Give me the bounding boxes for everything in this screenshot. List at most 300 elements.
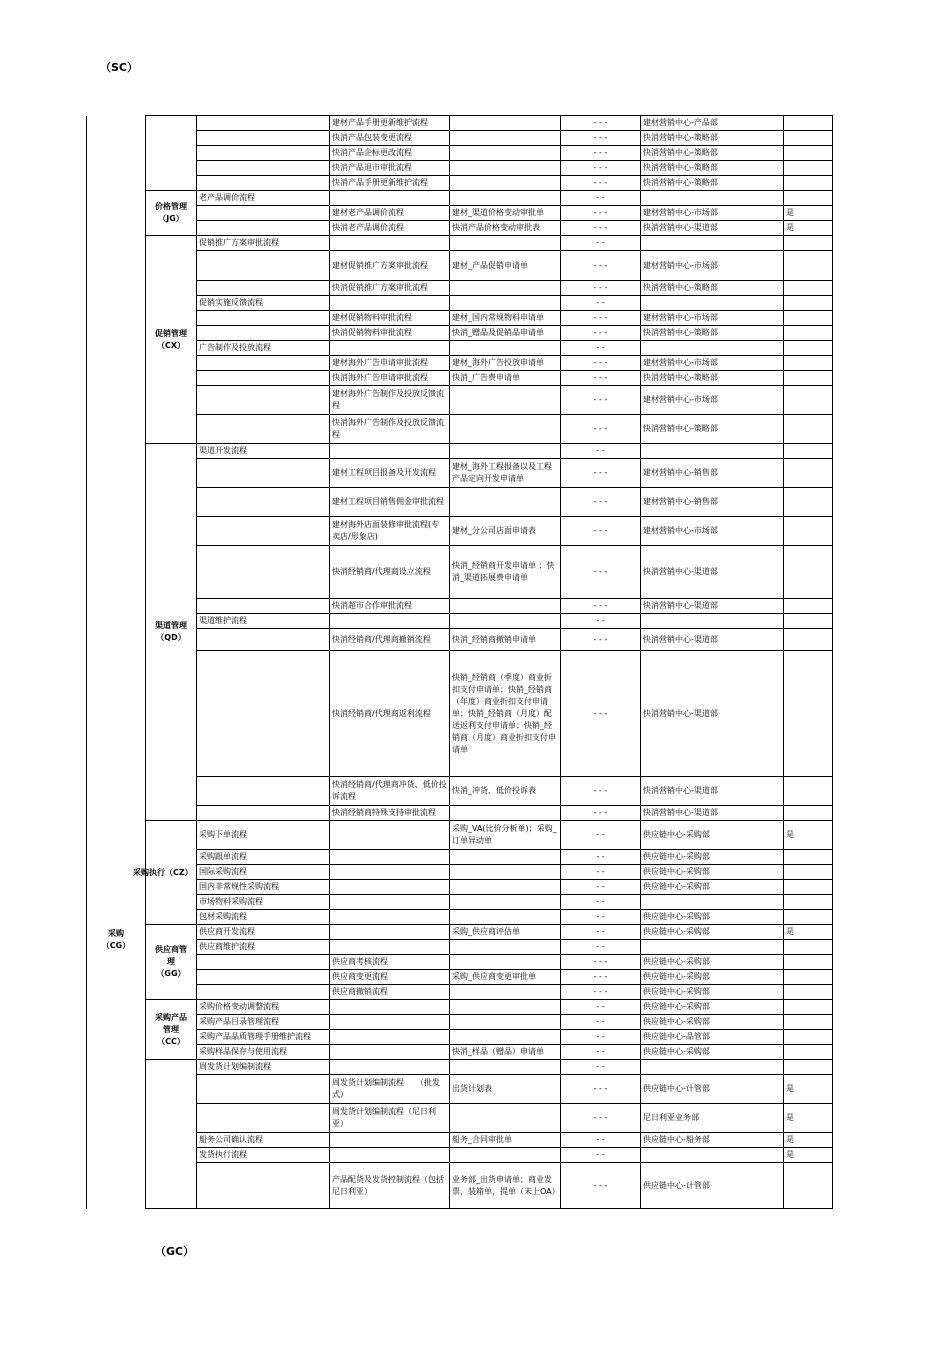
form-name-cell: 船务_合同审批单	[450, 1133, 561, 1148]
marker-cell: - - -	[561, 1075, 641, 1104]
marker-cell: - - -	[561, 955, 641, 970]
process-level2-cell: 快消产品手册更新维护流程	[330, 176, 450, 191]
table-row	[87, 1030, 833, 1045]
table-row	[87, 161, 833, 176]
department-cell	[641, 236, 784, 251]
process-level2-cell: 快消促销推广方案审批流程	[330, 281, 450, 296]
department-cell: 快消营销中心-策略部	[641, 281, 784, 296]
process-level1-cell	[197, 251, 330, 281]
marker-cell: - - -	[561, 176, 641, 191]
department-cell: 供应链中心-采购部	[641, 955, 784, 970]
process-level1-cell: 船务公司确认流程	[197, 1133, 330, 1148]
flag-cell	[784, 371, 833, 386]
department-cell: 建材营销中心-市场部	[641, 206, 784, 221]
process-level2-cell	[330, 1015, 450, 1030]
form-name-cell	[450, 386, 561, 415]
table-row	[87, 955, 833, 970]
table-row	[87, 806, 833, 821]
process-level2-cell	[330, 850, 450, 865]
form-name-cell	[450, 940, 561, 955]
department-cell: 快消营销中心-渠道部	[641, 651, 784, 777]
form-name-cell	[450, 236, 561, 251]
form-name-cell: 建材_渠道价格变动审批单	[450, 206, 561, 221]
flag-cell	[784, 341, 833, 356]
process-level1-cell: 采购产品品质管理手册维护流程	[197, 1030, 330, 1045]
marker-cell: - -	[561, 614, 641, 629]
table-row	[87, 311, 833, 326]
form-name-cell	[450, 955, 561, 970]
table-row	[87, 146, 833, 161]
marker-cell: - -	[561, 1060, 641, 1075]
form-name-cell	[450, 614, 561, 629]
process-level2-cell: 供应商考核流程	[330, 955, 450, 970]
process-level1-cell: 促销推广方案审批流程	[197, 236, 330, 251]
marker-cell: - - -	[561, 459, 641, 488]
form-name-cell	[450, 985, 561, 1000]
department-cell	[641, 895, 784, 910]
form-name-cell	[450, 1015, 561, 1030]
process-level2-cell: 建材工程项目报备及开发流程	[330, 459, 450, 488]
marker-cell: - - -	[561, 251, 641, 281]
form-name-cell: 建材_产品促销申请单	[450, 251, 561, 281]
flag-cell	[784, 311, 833, 326]
form-name-cell	[450, 176, 561, 191]
marker-cell: - - -	[561, 356, 641, 371]
process-level1-cell	[197, 146, 330, 161]
marker-cell: - - -	[561, 985, 641, 1000]
process-level1-cell	[197, 161, 330, 176]
page-header-code: （SC）	[100, 61, 138, 74]
process-level1-cell	[197, 116, 330, 131]
flag-cell	[784, 131, 833, 146]
table-row	[87, 386, 833, 415]
department-cell: 快消营销中心-渠道部	[641, 221, 784, 236]
department-cell	[641, 191, 784, 206]
flag-cell	[784, 970, 833, 985]
flag-cell: 是	[784, 206, 833, 221]
flag-cell: 是	[784, 1133, 833, 1148]
category-cell: 采购 （CG）	[87, 821, 146, 1060]
table-row	[87, 371, 833, 386]
form-name-cell	[450, 296, 561, 311]
process-level1-cell	[197, 221, 330, 236]
department-cell: 供应链中心-船务部	[641, 1133, 784, 1148]
marker-cell: - - -	[561, 1163, 641, 1209]
table-row	[87, 821, 833, 850]
flag-cell	[784, 940, 833, 955]
department-cell	[641, 296, 784, 311]
process-level1-cell	[197, 1163, 330, 1209]
process-level2-cell	[330, 910, 450, 925]
flag-cell	[784, 1060, 833, 1075]
process-level2-cell: 建材产品手册更新维护流程	[330, 116, 450, 131]
marker-cell: - - -	[561, 651, 641, 777]
table-row	[87, 850, 833, 865]
table-row	[87, 191, 833, 206]
process-level2-cell	[330, 1030, 450, 1045]
form-name-cell	[450, 1000, 561, 1015]
form-name-cell	[450, 1030, 561, 1045]
process-level1-cell: 包材采购流程	[197, 910, 330, 925]
department-cell: 快消营销中心-渠道部	[641, 629, 784, 651]
department-cell: 快消营销中心-渠道部	[641, 546, 784, 599]
table-row	[87, 1133, 833, 1148]
form-name-cell	[450, 146, 561, 161]
process-level2-cell	[330, 1000, 450, 1015]
table-row	[87, 910, 833, 925]
department-cell: 快消营销中心-渠道部	[641, 777, 784, 806]
department-cell: 建材营销中心-销售部	[641, 488, 784, 517]
department-cell: 供应链中心-采购部	[641, 1045, 784, 1060]
marker-cell: - - -	[561, 161, 641, 176]
department-cell: 建材营销中心-市场部	[641, 311, 784, 326]
marker-cell: - - -	[561, 546, 641, 599]
marker-cell: - - -	[561, 517, 641, 546]
department-cell: 供应链中心-采购部	[641, 970, 784, 985]
flag-cell: 是	[784, 221, 833, 236]
form-name-cell	[450, 116, 561, 131]
marker-cell: - -	[561, 444, 641, 459]
form-name-cell: 快消_赠品及促销品申请单	[450, 326, 561, 341]
process-level2-cell: 快消促销物料审批流程	[330, 326, 450, 341]
flag-cell	[784, 488, 833, 517]
marker-cell: - - -	[561, 386, 641, 415]
flag-cell	[784, 629, 833, 651]
process-level1-cell: 采购价格变动调整流程	[197, 1000, 330, 1015]
department-cell: 供应链中心-采购部	[641, 821, 784, 850]
subcategory-cell: 渠道管理 （QD）	[146, 444, 197, 821]
process-level1-cell: 采购跟单流程	[197, 850, 330, 865]
table-row	[87, 1163, 833, 1209]
flag-cell	[784, 517, 833, 546]
flag-cell: 是	[784, 1075, 833, 1104]
process-level1-cell	[197, 488, 330, 517]
department-cell: 建材营销中心-市场部	[641, 251, 784, 281]
table-row	[87, 206, 833, 221]
flag-cell: 是	[784, 821, 833, 850]
process-level2-cell: 快消经销商/代理商返利流程	[330, 651, 450, 777]
department-cell: 快消营销中心-策略部	[641, 131, 784, 146]
table-row	[87, 629, 833, 651]
flag-cell	[784, 356, 833, 371]
process-level1-cell: 发货执行流程	[197, 1148, 330, 1163]
department-cell: 建材营销中心-市场部	[641, 356, 784, 371]
process-level2-cell: 快消海外广告制作及投放反馈流程	[330, 415, 450, 444]
form-name-cell	[450, 191, 561, 206]
department-cell: 快消营销中心-策略部	[641, 146, 784, 161]
form-name-cell	[450, 1060, 561, 1075]
form-name-cell	[450, 444, 561, 459]
flag-cell	[784, 806, 833, 821]
category-cell-empty	[87, 116, 146, 821]
process-level1-cell: 采购下单流程	[197, 821, 330, 850]
process-level1-cell	[197, 517, 330, 546]
department-cell: 快消营销中心-策略部	[641, 371, 784, 386]
department-cell: 建材营销中心-销售部	[641, 459, 784, 488]
table-row	[87, 296, 833, 311]
marker-cell: - - -	[561, 131, 641, 146]
form-name-cell: 快消_广告费申请单	[450, 371, 561, 386]
marker-cell: - -	[561, 940, 641, 955]
subcategory-cell: 价格管理 （JG）	[146, 191, 197, 236]
process-level1-cell: 供应商开发流程	[197, 925, 330, 940]
marker-cell: - - -	[561, 806, 641, 821]
process-level2-cell	[330, 895, 450, 910]
department-cell: 供应链中心-计管部	[641, 1163, 784, 1209]
department-cell: 供应链中心-采购部	[641, 910, 784, 925]
marker-cell: - -	[561, 1015, 641, 1030]
table-row	[87, 131, 833, 146]
marker-cell: - - -	[561, 221, 641, 236]
process-table	[86, 115, 833, 1209]
department-cell	[641, 444, 784, 459]
flag-cell	[784, 865, 833, 880]
marker-cell: - -	[561, 865, 641, 880]
department-cell: 供应链中心-采购部	[641, 850, 784, 865]
process-level1-cell	[197, 356, 330, 371]
process-level1-cell: 促销实施反馈流程	[197, 296, 330, 311]
table-row	[87, 1104, 833, 1133]
table-row	[87, 1060, 833, 1075]
table-row	[87, 651, 833, 777]
marker-cell: - - -	[561, 415, 641, 444]
subcategory-cell-empty	[146, 116, 197, 191]
process-level2-cell	[330, 236, 450, 251]
form-name-cell: 快消产品价格变动审批表	[450, 221, 561, 236]
process-level1-cell	[197, 311, 330, 326]
marker-cell: - -	[561, 191, 641, 206]
form-name-cell: 建材_分公司店面申请表	[450, 517, 561, 546]
flag-cell	[784, 236, 833, 251]
flag-cell: 是	[784, 1148, 833, 1163]
flag-cell: 是	[784, 1104, 833, 1133]
department-cell: 建材营销中心-市场部	[641, 386, 784, 415]
marker-cell: - - -	[561, 326, 641, 341]
table-row	[87, 1015, 833, 1030]
process-level1-cell	[197, 599, 330, 614]
table-row	[87, 777, 833, 806]
process-level1-cell: 供应商维护流程	[197, 940, 330, 955]
flag-cell	[784, 850, 833, 865]
process-level2-cell	[330, 821, 450, 850]
process-level2-cell	[330, 865, 450, 880]
flag-cell	[784, 386, 833, 415]
process-level1-cell	[197, 281, 330, 296]
form-name-cell: 快销_经销商（季度）商业折扣支付申请单；快销_经销商（年度）商业折扣支付申请单；快销_经销商（月度）配送返利支付申请单；快销_经销商（月度）商业折扣支付申请单	[450, 651, 561, 777]
flag-cell	[784, 614, 833, 629]
table-row	[87, 326, 833, 341]
process-level2-cell: 建材促销推广方案审批流程	[330, 251, 450, 281]
department-cell	[641, 341, 784, 356]
process-level2-cell	[330, 341, 450, 356]
process-level2-cell: 建材促销物料审批流程	[330, 311, 450, 326]
process-level2-cell: 快消超市合作审批流程	[330, 599, 450, 614]
marker-cell: - - -	[561, 970, 641, 985]
flag-cell	[784, 546, 833, 599]
department-cell: 供应链中心-品管部	[641, 1030, 784, 1045]
process-level1-cell	[197, 459, 330, 488]
flag-cell	[784, 880, 833, 895]
flag-cell	[784, 599, 833, 614]
department-cell	[641, 1148, 784, 1163]
process-level1-cell: 市场物料采购流程	[197, 895, 330, 910]
form-name-cell: 快消_经销商开发申请单 ；快消_渠道拓展费申请单	[450, 546, 561, 599]
flag-cell	[784, 651, 833, 777]
table-row	[87, 415, 833, 444]
marker-cell: - -	[561, 821, 641, 850]
process-level2-cell: 快消经销商/代理商撤销流程	[330, 629, 450, 651]
form-name-cell: 采购_VA(比价分析单)；采购_订单异动单	[450, 821, 561, 850]
table-row	[87, 488, 833, 517]
table-row	[87, 517, 833, 546]
form-name-cell	[450, 131, 561, 146]
page-footer-code: （GC）	[155, 1245, 195, 1258]
process-level1-cell: 广告制作及投放流程	[197, 341, 330, 356]
marker-cell: - - -	[561, 488, 641, 517]
department-cell: 供应链中心-采购部	[641, 925, 784, 940]
table-row	[87, 985, 833, 1000]
department-cell: 快消营销中心-策略部	[641, 176, 784, 191]
form-name-cell: 采购_供应商变更审批单	[450, 970, 561, 985]
marker-cell: - - -	[561, 629, 641, 651]
form-name-cell	[450, 910, 561, 925]
flag-cell	[784, 191, 833, 206]
form-name-cell	[450, 880, 561, 895]
flag-cell	[784, 459, 833, 488]
process-level2-cell: 快消产品包装变更流程	[330, 131, 450, 146]
process-level1-cell	[197, 970, 330, 985]
form-name-cell: 业务部_出货申请单；商业发票，装箱单，提单（未上OA）	[450, 1163, 561, 1209]
process-level2-cell: 供应商撤销流程	[330, 985, 450, 1000]
department-cell: 建材营销中心-产品部	[641, 116, 784, 131]
table-row	[87, 341, 833, 356]
department-cell: 供应链中心-计管部	[641, 1075, 784, 1104]
flag-cell	[784, 296, 833, 311]
process-level1-cell	[197, 326, 330, 341]
form-name-cell: 快消_样品（赠品）申请单	[450, 1045, 561, 1060]
department-cell: 供应链中心-采购部	[641, 880, 784, 895]
process-level2-cell: 建材海外广告申请审批流程	[330, 356, 450, 371]
process-level1-cell: 老产品调价流程	[197, 191, 330, 206]
process-level2-cell: 供应商变更流程	[330, 970, 450, 985]
table-row	[87, 865, 833, 880]
process-level2-cell: 快消老产品调价流程	[330, 221, 450, 236]
table-row	[87, 356, 833, 371]
marker-cell: - -	[561, 880, 641, 895]
department-cell	[641, 940, 784, 955]
form-name-cell	[450, 1148, 561, 1163]
table-row	[87, 459, 833, 488]
subcategory-cell: 供应商管 理 （GG）	[146, 925, 197, 1000]
table-row	[87, 970, 833, 985]
process-level2-cell	[330, 296, 450, 311]
form-name-cell	[450, 415, 561, 444]
marker-cell: - - -	[561, 281, 641, 296]
process-level2-cell: 快消产品退市审批流程	[330, 161, 450, 176]
department-cell: 快消营销中心-策略部	[641, 161, 784, 176]
process-level1-cell	[197, 371, 330, 386]
form-name-cell	[450, 341, 561, 356]
marker-cell: - - -	[561, 777, 641, 806]
subcategory-cell-empty	[146, 1060, 197, 1209]
form-name-cell: 建材_海外工程报备以及工程产品定向开发申请单	[450, 459, 561, 488]
form-name-cell: 快消_冲货、低价投诉表	[450, 777, 561, 806]
marker-cell: - - -	[561, 206, 641, 221]
form-name-cell	[450, 599, 561, 614]
process-level1-cell: 国际采购流程	[197, 865, 330, 880]
marker-cell: - - -	[561, 311, 641, 326]
flag-cell	[784, 1163, 833, 1209]
form-name-cell	[450, 488, 561, 517]
process-level1-cell: 采购样品保存与使用流程	[197, 1045, 330, 1060]
flag-cell	[784, 777, 833, 806]
flag-cell	[784, 281, 833, 296]
flag-cell: 是	[784, 925, 833, 940]
marker-cell: - -	[561, 850, 641, 865]
form-name-cell	[450, 1104, 561, 1133]
flag-cell	[784, 326, 833, 341]
marker-cell: - - -	[561, 116, 641, 131]
process-level2-cell	[330, 1148, 450, 1163]
flag-cell	[784, 161, 833, 176]
table-row	[87, 1000, 833, 1015]
process-level1-cell: 采购产品目录管理流程	[197, 1015, 330, 1030]
flag-cell	[784, 1000, 833, 1015]
marker-cell: - - -	[561, 371, 641, 386]
process-level1-cell	[197, 806, 330, 821]
flag-cell	[784, 146, 833, 161]
flag-cell	[784, 176, 833, 191]
department-cell: 供应链中心-采购部	[641, 865, 784, 880]
process-level2-cell: 快消产品企标更改流程	[330, 146, 450, 161]
table-row	[87, 1045, 833, 1060]
process-level2-cell	[330, 1133, 450, 1148]
form-name-cell: 建材_国内常规物料申请单	[450, 311, 561, 326]
marker-cell: - -	[561, 1148, 641, 1163]
table-row	[87, 176, 833, 191]
process-level2-cell: 产品配货及发货控制流程（包括尼日利亚）	[330, 1163, 450, 1209]
department-cell: 尼日利亚业务部	[641, 1104, 784, 1133]
table-row	[87, 1148, 833, 1163]
process-level1-cell	[197, 629, 330, 651]
department-cell: 快消营销中心-渠道部	[641, 806, 784, 821]
marker-cell: - -	[561, 895, 641, 910]
process-level1-cell	[197, 985, 330, 1000]
table-row	[87, 444, 833, 459]
table-row	[87, 614, 833, 629]
marker-cell: - -	[561, 1030, 641, 1045]
marker-cell: - - -	[561, 599, 641, 614]
form-name-cell	[450, 850, 561, 865]
process-level1-cell	[197, 415, 330, 444]
flag-cell	[784, 444, 833, 459]
flag-cell	[784, 985, 833, 1000]
process-level1-cell	[197, 176, 330, 191]
flag-cell	[784, 116, 833, 131]
process-level1-cell: 周发货计划编制流程	[197, 1060, 330, 1075]
department-cell	[641, 614, 784, 629]
table-row	[87, 546, 833, 599]
table-row	[87, 925, 833, 940]
department-cell: 供应链中心-采购部	[641, 985, 784, 1000]
flag-cell	[784, 955, 833, 970]
form-name-cell	[450, 865, 561, 880]
department-cell: 供应链中心-采购部	[641, 1000, 784, 1015]
process-level1-cell	[197, 1104, 330, 1133]
process-level1-cell	[197, 651, 330, 777]
marker-cell: - -	[561, 296, 641, 311]
process-level2-cell: 建材老产品调价流程	[330, 206, 450, 221]
